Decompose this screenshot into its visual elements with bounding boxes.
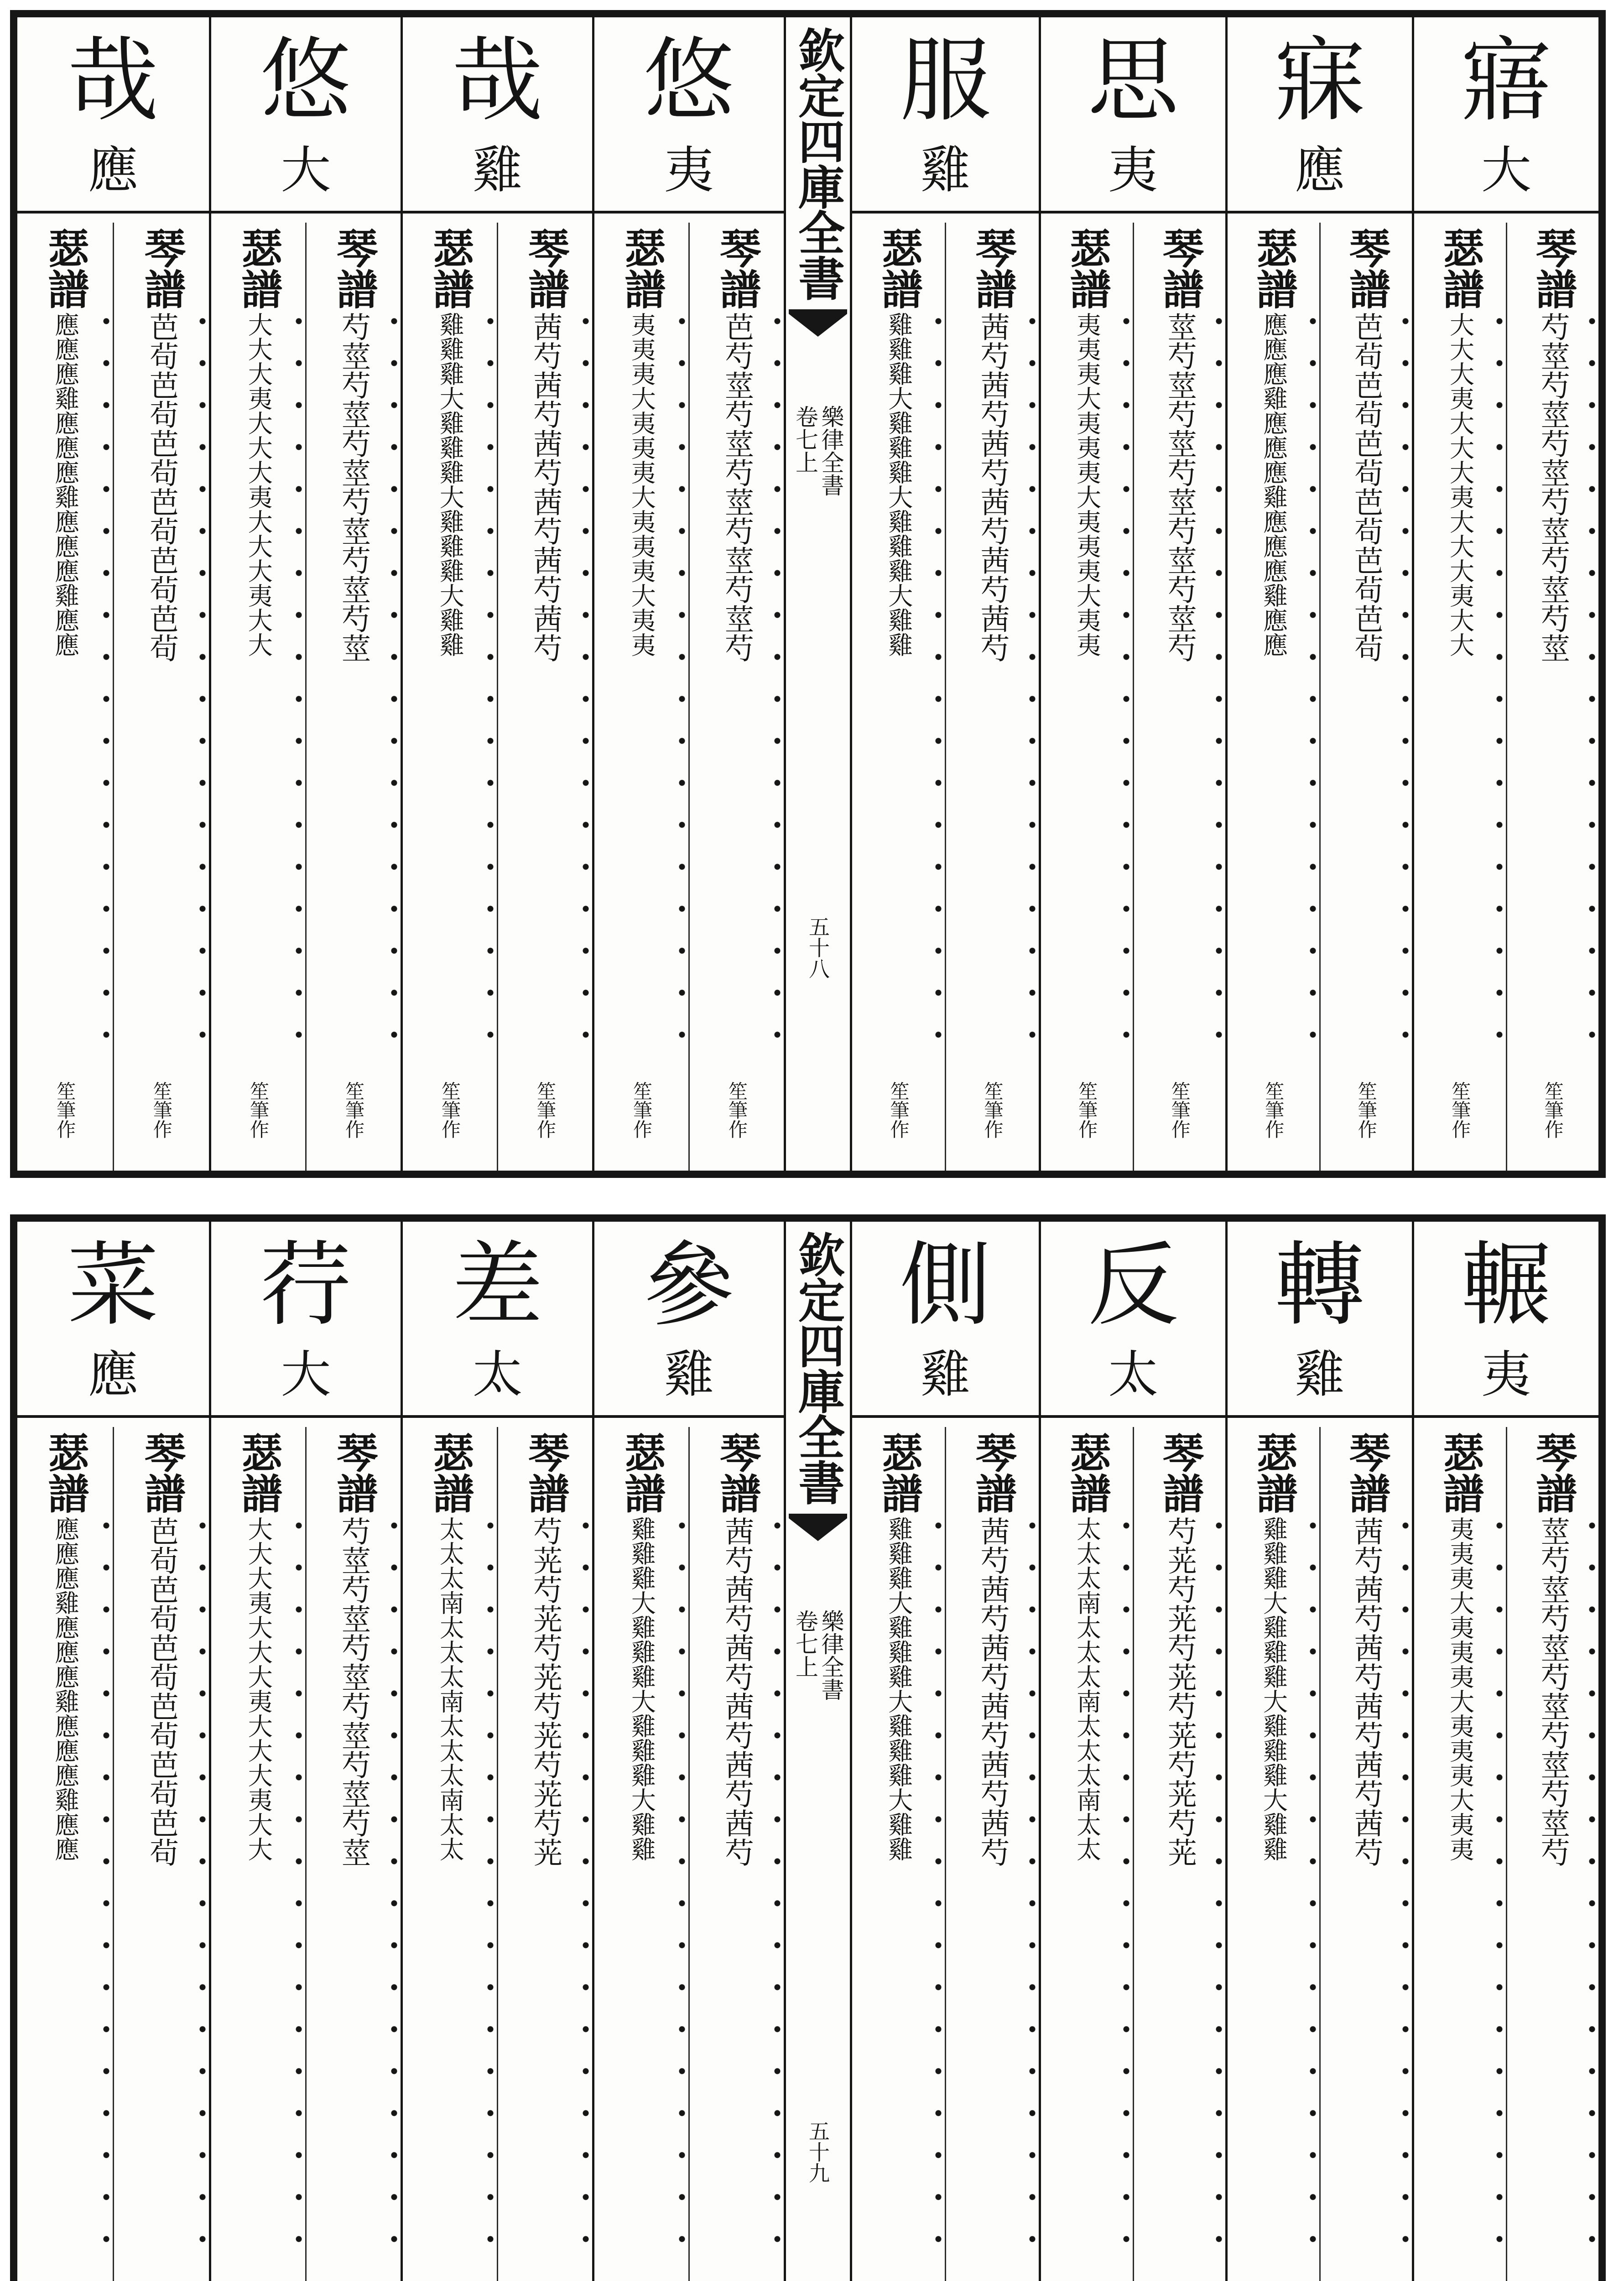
se-label: 瑟譜 bbox=[1062, 1432, 1111, 1514]
entry-head bbox=[211, 17, 401, 214]
se-column bbox=[403, 1427, 497, 2281]
beat-dots bbox=[582, 300, 589, 1052]
pitch-label: 大 bbox=[281, 1345, 331, 1404]
entry-head bbox=[17, 1222, 209, 1418]
qin-notation: 芍茪芍茪芍茪芍茪芍茪芍茪 bbox=[1162, 1516, 1197, 1867]
beat-dots bbox=[678, 300, 686, 1052]
lyric-entry bbox=[852, 1222, 1039, 2281]
se-column bbox=[17, 223, 113, 1171]
se-label: 瑟譜 bbox=[41, 1432, 89, 1514]
qin-label: 琴譜 bbox=[137, 1432, 186, 1514]
qin-notation: 芍茪芍茪芍茪芍茪芍茪芍茪 bbox=[528, 1516, 562, 1867]
se-label: 瑟譜 bbox=[234, 1432, 283, 1514]
column-footer: 笙筆作 bbox=[1168, 1081, 1191, 1139]
lyric-entry bbox=[209, 1222, 401, 2281]
qin-notation: 茜芍茜芍茜芍茜芍茜芍茜芍 bbox=[975, 1516, 1010, 1867]
se-notation: 大大大夷大大大夷大大大夷大大 bbox=[244, 312, 273, 657]
se-label: 瑟譜 bbox=[617, 1432, 666, 1514]
folio-number: 五十九 bbox=[806, 2120, 830, 2183]
qin-column bbox=[945, 223, 1039, 1171]
pitch-label: 應 bbox=[1295, 141, 1345, 199]
column-footer: 笙筆作 bbox=[247, 1081, 270, 1139]
beat-dots bbox=[935, 1505, 942, 2256]
pitch-label: 夷 bbox=[1108, 141, 1158, 199]
top-left-half bbox=[17, 17, 784, 1171]
book-title: 樂律全書 bbox=[817, 405, 844, 496]
qin-label: 琴譜 bbox=[1529, 1432, 1577, 1514]
column-footer: 笙筆作 bbox=[1449, 1081, 1472, 1139]
entry-head bbox=[403, 1222, 592, 1418]
lyric-character: 荇 bbox=[260, 1232, 352, 1338]
se-column bbox=[211, 1427, 305, 2281]
qin-notation: 芍莖芍莖芍莖芍莖芍莖芍莖 bbox=[337, 312, 371, 662]
se-label: 瑟譜 bbox=[426, 1432, 474, 1514]
entry-head bbox=[211, 1222, 401, 1418]
se-label: 瑟譜 bbox=[617, 227, 666, 309]
column-footer: 笙筆作 bbox=[1076, 1081, 1098, 1139]
lyric-entry bbox=[1225, 17, 1412, 1171]
qin-column bbox=[497, 223, 592, 1171]
se-notation: 夷夷夷大夷夷夷大夷夷夷大夷夷 bbox=[1446, 1516, 1475, 1861]
fishtail-ornament bbox=[789, 1514, 847, 1550]
beat-dots bbox=[774, 300, 781, 1052]
entry-head bbox=[403, 17, 592, 214]
spine-center bbox=[784, 1222, 852, 2281]
qin-label: 琴譜 bbox=[713, 1432, 761, 1514]
lyric-character: 菜 bbox=[67, 1232, 159, 1338]
qin-notation: 芭芍莖芍莖芍莖芍莖芍莖芍 bbox=[720, 312, 754, 662]
folio-number: 五十八 bbox=[806, 916, 830, 979]
qin-notation: 茜芍茜芍茜芍茜芍茜芍茜芍 bbox=[1349, 1516, 1383, 1867]
book-title: 樂律全書 bbox=[817, 1609, 844, 1701]
beat-dots bbox=[1496, 1505, 1503, 2256]
volume-label: 卷七上 bbox=[792, 405, 818, 474]
lyric-entry bbox=[17, 1222, 209, 2281]
lyric-character: 參 bbox=[643, 1232, 735, 1338]
beat-dots bbox=[1215, 300, 1223, 1052]
se-notation: 應應應雞應應應雞應應應雞應應 bbox=[51, 1516, 80, 1861]
qin-column bbox=[1506, 1427, 1599, 2281]
lyric-character: 悠 bbox=[643, 28, 735, 134]
beat-dots bbox=[1123, 1505, 1130, 2256]
qin-label: 琴譜 bbox=[137, 227, 186, 309]
beat-dots bbox=[1309, 300, 1317, 1052]
lyric-character: 側 bbox=[900, 1232, 991, 1338]
qin-notation: 莖芍莖芍莖芍莖芍莖芍莖芍 bbox=[1162, 312, 1197, 662]
se-label: 瑟譜 bbox=[1249, 1432, 1298, 1514]
entry-head bbox=[1414, 17, 1598, 214]
entry-head bbox=[852, 1222, 1039, 1418]
qin-label: 琴譜 bbox=[521, 1432, 570, 1514]
entry-head bbox=[1228, 17, 1412, 214]
beat-dots bbox=[1402, 1505, 1409, 2256]
se-column bbox=[211, 223, 305, 1171]
se-column bbox=[1414, 223, 1506, 1171]
spine-title: 欽定四庫全書 bbox=[791, 26, 845, 300]
column-footer: 笙筆作 bbox=[150, 1081, 173, 1139]
qin-label: 琴譜 bbox=[1156, 1432, 1204, 1514]
column-footer: 笙筆作 bbox=[1541, 1081, 1564, 1139]
se-notation: 雞雞雞大雞雞雞大雞雞雞大雞雞 bbox=[884, 1516, 913, 1861]
qin-notation: 茜芍茜芍茜芍茜芍茜芍茜芍 bbox=[720, 1516, 754, 1867]
se-notation: 夷夷夷大夷夷夷大夷夷夷大夷夷 bbox=[1072, 312, 1102, 657]
column-footer: 笙筆作 bbox=[630, 1081, 653, 1139]
qin-notation: 莖芍莖芍莖芍莖芍莖芍莖芍 bbox=[1536, 1516, 1570, 1867]
bottom-right-half bbox=[852, 1222, 1598, 2281]
pitch-label: 太 bbox=[1108, 1345, 1158, 1404]
qin-column bbox=[1319, 1427, 1412, 2281]
entry-head bbox=[1041, 1222, 1225, 1418]
lyric-entry bbox=[1039, 1222, 1225, 2281]
se-column bbox=[1228, 1427, 1319, 2281]
se-label: 瑟譜 bbox=[41, 227, 89, 309]
se-notation: 雞雞雞大雞雞雞大雞雞雞大雞雞 bbox=[884, 312, 913, 657]
se-label: 瑟譜 bbox=[426, 227, 474, 309]
beat-dots bbox=[1309, 1505, 1317, 2256]
se-column bbox=[852, 223, 945, 1171]
qin-column bbox=[1319, 223, 1412, 1171]
lyric-entry bbox=[209, 17, 401, 1171]
column-footer: 笙筆作 bbox=[1355, 1081, 1378, 1139]
qin-column bbox=[305, 223, 401, 1171]
lyric-character: 服 bbox=[900, 28, 991, 134]
qin-notation: 芍莖芍莖芍莖芍莖芍莖芍莖 bbox=[1536, 312, 1570, 662]
column-footer: 笙筆作 bbox=[54, 1081, 77, 1139]
pitch-label: 雞 bbox=[472, 141, 523, 199]
qin-label: 琴譜 bbox=[521, 227, 570, 309]
column-footer: 笙筆作 bbox=[343, 1081, 365, 1139]
se-notation: 太太太南太太太南太太太南太太 bbox=[436, 1516, 465, 1861]
qin-label: 琴譜 bbox=[1342, 227, 1390, 309]
lyric-character: 寐 bbox=[1274, 28, 1365, 134]
qin-column bbox=[688, 1427, 784, 2281]
qin-label: 琴譜 bbox=[968, 227, 1017, 309]
lyric-entry bbox=[401, 1222, 592, 2281]
top-page bbox=[10, 10, 1606, 1178]
entry-head bbox=[1228, 1222, 1412, 1418]
entry-head bbox=[1041, 17, 1225, 214]
beat-dots bbox=[487, 300, 494, 1052]
qin-notation: 芭茍芭茍芭茍芭茍芭茍芭茍 bbox=[144, 1516, 178, 1867]
beat-dots bbox=[1215, 1505, 1223, 2256]
qin-notation: 芭茍芭茍芭茍芭茍芭茍芭茍 bbox=[144, 312, 178, 662]
qin-column bbox=[688, 223, 784, 1171]
fishtail-ornament bbox=[789, 309, 847, 346]
beat-dots bbox=[390, 1505, 398, 2256]
pitch-label: 大 bbox=[1481, 141, 1531, 199]
beat-dots bbox=[295, 1505, 302, 2256]
se-column bbox=[594, 223, 688, 1171]
pitch-label: 大 bbox=[281, 141, 331, 199]
se-column bbox=[852, 1427, 945, 2281]
lyric-character: 差 bbox=[452, 1232, 543, 1338]
beat-dots bbox=[103, 1505, 110, 2256]
pitch-label: 雞 bbox=[664, 1345, 714, 1404]
column-footer: 笙筆作 bbox=[1262, 1081, 1285, 1139]
entry-head bbox=[594, 1222, 784, 1418]
se-notation: 夷夷夷大夷夷夷大夷夷夷大夷夷 bbox=[627, 312, 656, 657]
lyric-character: 寤 bbox=[1460, 28, 1552, 134]
beat-dots bbox=[935, 300, 942, 1052]
qin-column bbox=[945, 1427, 1039, 2281]
beat-dots bbox=[487, 1505, 494, 2256]
se-notation: 雞雞雞大雞雞雞大雞雞雞大雞雞 bbox=[1259, 1516, 1288, 1861]
qin-column bbox=[113, 1427, 209, 2281]
se-column bbox=[1228, 223, 1319, 1171]
pitch-label: 雞 bbox=[1295, 1345, 1345, 1404]
top-right-half bbox=[852, 17, 1598, 1171]
se-notation: 雞雞雞大雞雞雞大雞雞雞大雞雞 bbox=[627, 1516, 656, 1861]
qin-notation: 茜芍茜芍茜芍茜芍茜芍茜芍 bbox=[528, 312, 562, 662]
qin-label: 琴譜 bbox=[329, 227, 378, 309]
column-footer: 笙筆作 bbox=[534, 1081, 557, 1139]
qin-column bbox=[1133, 223, 1226, 1171]
lyric-entry bbox=[852, 17, 1039, 1171]
se-column bbox=[403, 223, 497, 1171]
beat-dots bbox=[199, 1505, 206, 2256]
lyric-entry bbox=[592, 1222, 784, 2281]
beat-dots bbox=[1123, 300, 1130, 1052]
se-column bbox=[1041, 223, 1133, 1171]
lyric-entry bbox=[1412, 17, 1598, 1171]
bottom-page bbox=[10, 1214, 1606, 2281]
se-column bbox=[1041, 1427, 1133, 2281]
lyric-entry bbox=[1039, 17, 1225, 1171]
qin-column bbox=[1506, 223, 1599, 1171]
lyric-character: 輾 bbox=[1460, 1232, 1552, 1338]
column-footer: 笙筆作 bbox=[726, 1081, 748, 1139]
qin-notation: 茜芍茜芍茜芍茜芍茜芍茜芍 bbox=[975, 312, 1010, 662]
beat-dots bbox=[103, 300, 110, 1052]
se-notation: 雞雞雞大雞雞雞大雞雞雞大雞雞 bbox=[436, 312, 465, 657]
lyric-character: 轉 bbox=[1274, 1232, 1365, 1338]
pitch-label: 應 bbox=[88, 1345, 138, 1404]
qin-notation: 芭茍芭茍芭茍芭茍芭茍芭茍 bbox=[1349, 312, 1383, 662]
se-label: 瑟譜 bbox=[1249, 227, 1298, 309]
lyric-character: 思 bbox=[1087, 28, 1179, 134]
se-column bbox=[17, 1427, 113, 2281]
lyric-entry bbox=[1412, 1222, 1598, 2281]
qin-label: 琴譜 bbox=[1529, 227, 1577, 309]
pitch-label: 太 bbox=[472, 1345, 523, 1404]
se-label: 瑟譜 bbox=[874, 1432, 923, 1514]
qin-column bbox=[305, 1427, 401, 2281]
lyric-character: 悠 bbox=[260, 28, 352, 134]
beat-dots bbox=[1496, 300, 1503, 1052]
spine-title: 欽定四庫全書 bbox=[791, 1231, 845, 1505]
entry-head bbox=[17, 17, 209, 214]
qin-column bbox=[113, 223, 209, 1171]
lyric-character: 反 bbox=[1087, 1232, 1179, 1338]
beat-dots bbox=[199, 300, 206, 1052]
column-footer: 笙筆作 bbox=[887, 1081, 910, 1139]
beat-dots bbox=[1029, 300, 1036, 1052]
entry-head bbox=[852, 17, 1039, 214]
lyric-character: 哉 bbox=[67, 28, 159, 134]
lyric-entry bbox=[592, 17, 784, 1171]
se-label: 瑟譜 bbox=[1062, 227, 1111, 309]
lyric-entry bbox=[1225, 1222, 1412, 2281]
se-column bbox=[594, 1427, 688, 2281]
beat-dots bbox=[582, 1505, 589, 2256]
qin-label: 琴譜 bbox=[713, 227, 761, 309]
pitch-label: 應 bbox=[88, 141, 138, 199]
pitch-label: 雞 bbox=[920, 141, 971, 199]
entry-head bbox=[594, 17, 784, 214]
spine-subtitle bbox=[793, 1609, 843, 1701]
beat-dots bbox=[390, 300, 398, 1052]
qin-column bbox=[1133, 1427, 1226, 2281]
se-label: 瑟譜 bbox=[874, 227, 923, 309]
spine-center bbox=[784, 17, 852, 1171]
qin-label: 琴譜 bbox=[968, 1432, 1017, 1514]
pitch-label: 夷 bbox=[1481, 1345, 1531, 1404]
beat-dots bbox=[1402, 300, 1409, 1052]
se-column bbox=[1414, 1427, 1506, 2281]
beat-dots bbox=[774, 1505, 781, 2256]
se-notation: 應應應雞應應應雞應應應雞應應 bbox=[51, 312, 80, 657]
beat-dots bbox=[1029, 1505, 1036, 2256]
pitch-label: 雞 bbox=[920, 1345, 971, 1404]
volume-label: 卷七上 bbox=[792, 1609, 818, 1678]
spine-subtitle bbox=[793, 405, 843, 496]
entry-head bbox=[1414, 1222, 1598, 1418]
pitch-label: 夷 bbox=[664, 141, 714, 199]
qin-label: 琴譜 bbox=[1342, 1432, 1390, 1514]
beat-dots bbox=[678, 1505, 686, 2256]
se-notation: 大大大夷大大大夷大大大夷大大 bbox=[1446, 312, 1475, 657]
qin-column bbox=[497, 1427, 592, 2281]
qin-label: 琴譜 bbox=[1156, 227, 1204, 309]
beat-dots bbox=[1588, 1505, 1596, 2256]
lyric-entry bbox=[17, 17, 209, 1171]
qin-label: 琴譜 bbox=[329, 1432, 378, 1514]
se-label: 瑟譜 bbox=[234, 227, 283, 309]
column-footer: 笙筆作 bbox=[439, 1081, 461, 1139]
lyric-character: 哉 bbox=[452, 28, 543, 134]
bottom-left-half bbox=[17, 1222, 784, 2281]
se-label: 瑟譜 bbox=[1436, 1432, 1484, 1514]
qin-notation: 芍莖芍莖芍莖芍莖芍莖芍莖 bbox=[337, 1516, 371, 1867]
beat-dots bbox=[295, 300, 302, 1052]
se-notation: 應應應雞應應應雞應應應雞應應 bbox=[1259, 312, 1288, 657]
se-label: 瑟譜 bbox=[1436, 227, 1484, 309]
column-footer: 笙筆作 bbox=[981, 1081, 1004, 1139]
se-notation: 大大大夷大大大夷大大大夷大大 bbox=[244, 1516, 273, 1861]
beat-dots bbox=[1588, 300, 1596, 1052]
se-notation: 太太太南太太太南太太太南太太 bbox=[1072, 1516, 1102, 1861]
lyric-entry bbox=[401, 17, 592, 1171]
